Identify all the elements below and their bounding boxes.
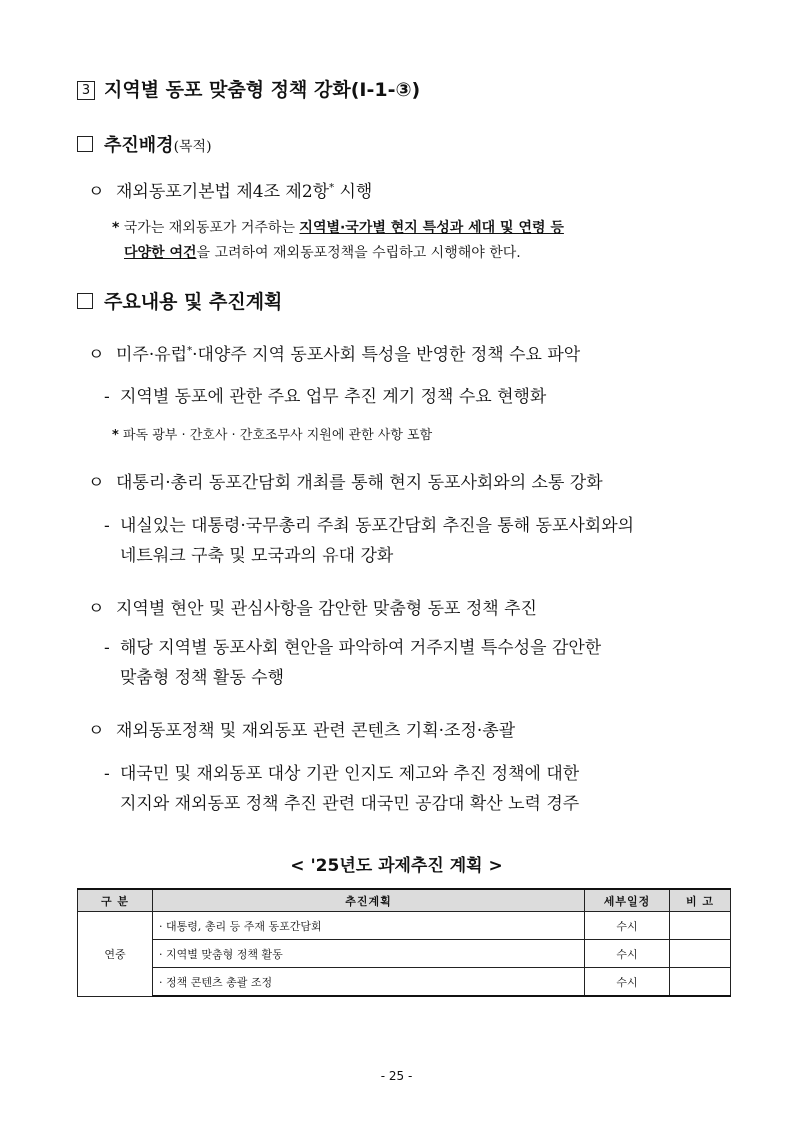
list-note: * 파독 광부 · 간호사 · 간호조무사 지원에 관한 사항 포함 [112, 428, 433, 443]
plan-table-title: < '25년도 과제추진 계획 > [290, 856, 503, 876]
note-cell [670, 912, 731, 940]
note-cell [670, 940, 731, 968]
schedule-cell: 수시 [585, 940, 670, 968]
schedule-cell: 수시 [585, 968, 670, 997]
list-item: ㅇ 지역별 현안 및 관심사항을 감안한 맞춤형 동포 정책 추진 [88, 594, 537, 619]
circle-bullet-icon: ㅇ [88, 182, 105, 202]
table-header-row [78, 889, 731, 912]
section-heading [77, 75, 420, 102]
table-row [78, 940, 731, 968]
circle-bullet-icon: ㅇ [88, 599, 105, 619]
table-row [78, 968, 731, 997]
section-number-box: 3 [77, 81, 95, 100]
list-item: ㅇ 미주·유럽*·대양주 지역 동포사회 특성을 반영한 정책 수요 파악 [88, 340, 580, 365]
list-item: - 대국민 및 재외동포 대상 기관 인지도 제고와 추진 정책에 대한 지지와 재외동포 정책 추진 관련 대국민 공감대 확산 노력 경주 [104, 764, 580, 814]
underlined-text: 지역별·국가별 현지 특성과 세대 및 연령 등 [299, 220, 564, 236]
main-heading: 주요내용 및 추진계획 [77, 287, 282, 314]
background-title: 추진배경 [104, 135, 174, 156]
plan-cell: · 지역별 맞춤형 정책 활동 [153, 940, 585, 968]
header-plan: 추진계획 [153, 889, 585, 912]
background-heading [77, 131, 212, 157]
plan-cell: · 정책 콘텐츠 총괄 조정 [153, 968, 585, 997]
list-item: ㅇ 대통리·총리 동포간담회 개최를 통해 현지 동포사회와의 소통 강화 [88, 468, 603, 493]
header-schedule: 세부일정 [585, 889, 670, 912]
page-number: - 25 - [380, 1069, 413, 1083]
category-cell: 연중 [78, 912, 153, 997]
header-note: 비 고 [670, 889, 731, 912]
header-category: 구 분 [78, 889, 153, 912]
checkbox-square-icon [77, 136, 93, 152]
schedule-cell: 수시 [585, 912, 670, 940]
checkbox-square-icon [77, 293, 93, 309]
note-cell [670, 968, 731, 997]
underlined-text: 다양한 여건 [124, 245, 197, 261]
list-item: - 해당 지역별 동포사회 현안을 파악하여 거주지별 특수성을 감안한 맞춤형 정책 활동 수행 [104, 638, 602, 688]
background-bullet: ㅇ 재외동포기본법 제4조 제2항* 시행 [88, 177, 372, 202]
plan-table [77, 888, 731, 997]
list-item: - 지역별 동포에 관한 주요 업무 추진 계기 정책 수요 현행화 [104, 387, 547, 407]
circle-bullet-icon: ㅇ [88, 721, 105, 741]
background-title-suffix: (목적) [173, 139, 212, 155]
circle-bullet-icon: ㅇ [88, 473, 105, 493]
list-item: ㅇ 재외동포정책 및 재외동포 관련 콘텐츠 기획·조정·총괄 [88, 716, 515, 741]
section-title: 지역별 동포 맞춤형 정책 강화(Ⅰ-1-③) [104, 79, 421, 101]
table-row [78, 912, 731, 940]
background-footnote: * 국가는 재외동포가 거주하는 지역별·국가별 현지 특성과 세대 및 연령 등 다양한 여건을 고려하여 재외동포정책을 수립하고 시행해야 한다. [112, 220, 564, 261]
plan-cell: · 대통령, 총리 등 주재 동포간담회 [153, 912, 585, 940]
circle-bullet-icon: ㅇ [88, 345, 105, 365]
list-item: - 내실있는 대통령·국무총리 주최 동포간담회 추진을 통해 동포사회와의 네트워크 구축 및 모국과의 유대 강화 [104, 516, 635, 566]
